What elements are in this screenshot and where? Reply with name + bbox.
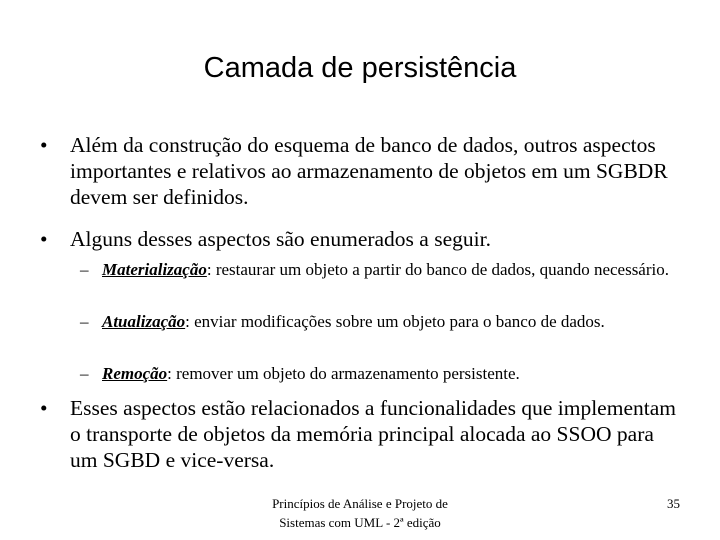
- bullet-marker: •: [40, 227, 48, 251]
- sub-text: : remover um objeto do armazenamento persistente.: [167, 364, 520, 383]
- bullet-marker: •: [40, 133, 48, 157]
- page-number: 35: [667, 496, 680, 511]
- bullet-item: [40, 132, 680, 210]
- footer-text: [230, 494, 490, 532]
- footer-line: Princípios de Análise e Projeto de: [272, 496, 448, 511]
- sub-item: [80, 311, 680, 333]
- sub-item: [80, 363, 680, 385]
- sub-term: Remoção: [102, 364, 168, 383]
- bullet-marker: •: [40, 396, 48, 420]
- sub-term: Atualização: [102, 312, 186, 331]
- bullet-text: Alguns desses aspectos são enumerados a seguir.: [70, 227, 491, 251]
- sub-marker: –: [80, 312, 89, 331]
- sub-term: Materialização: [102, 260, 207, 279]
- sub-text: : restaurar um objeto a partir do banco de dados, quando necessário.: [206, 260, 669, 279]
- sub-item: [80, 259, 680, 281]
- slide-title: Camada de persistência: [203, 52, 517, 84]
- bullet-item: [40, 226, 680, 252]
- bullet-text: Esses aspectos estão relacionados a funcionalidades que implementam o transporte de objetos da memória principal alocada ao SSOO para um SGBD e vice-versa.: [70, 396, 676, 472]
- footer-line: Sistemas com UML - 2ª edição: [279, 515, 441, 530]
- sub-marker: –: [80, 364, 89, 383]
- bullet-text: Além da construção do esquema de banco de dados, outros aspectos importantes e relativos ao armazenamento de objetos em um SGBDR devem ser definidos.: [70, 133, 668, 209]
- bullet-item: [40, 395, 680, 473]
- sub-marker: –: [80, 260, 89, 279]
- sub-text: : enviar modificações sobre um objeto para o banco de dados.: [185, 312, 605, 331]
